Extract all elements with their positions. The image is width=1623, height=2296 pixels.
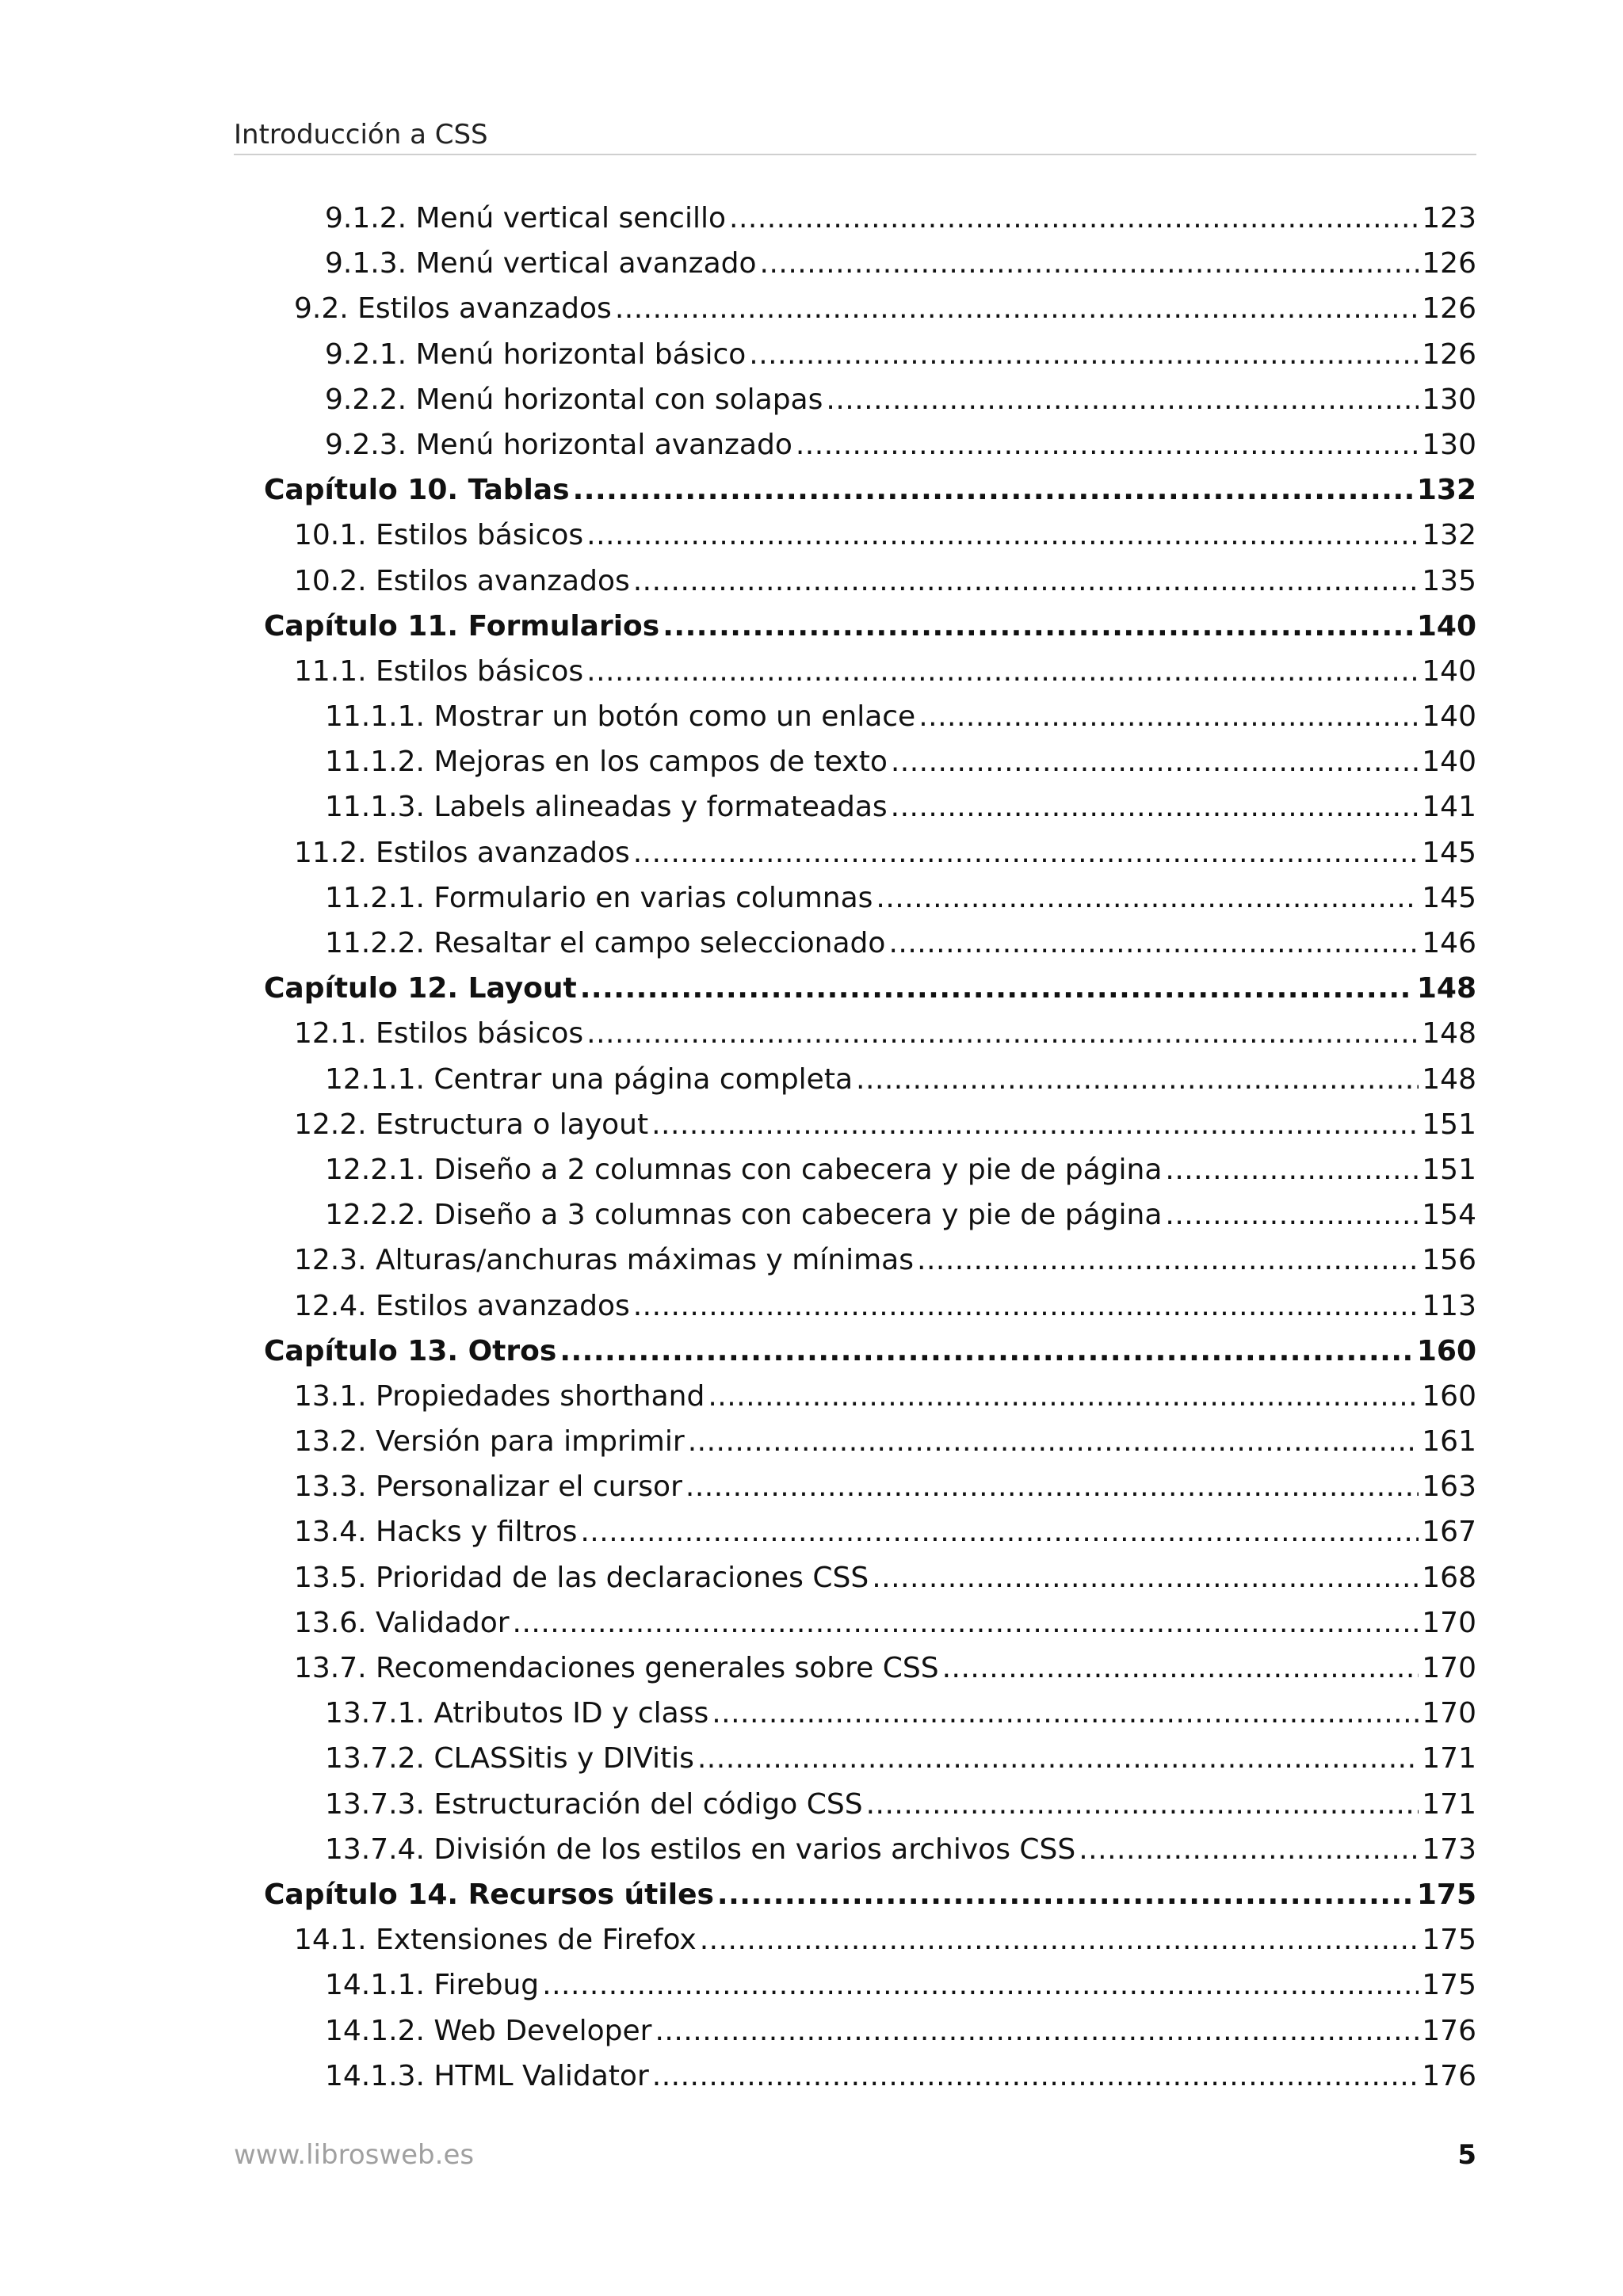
toc-entry-title: 11.1.3. Labels alineadas y formateadas	[325, 791, 888, 824]
toc-section-entry[interactable]	[234, 1555, 1476, 1600]
toc-entry-page: 130	[1422, 428, 1476, 461]
toc-entry-title: 10.2. Estilos avanzados	[294, 564, 630, 597]
toc-entry-title: 9.1.3. Menú vertical avanzado	[325, 247, 757, 280]
toc-dot-leader	[663, 604, 1414, 649]
toc-dot-leader	[891, 784, 1419, 830]
toc-entry-page: 141	[1422, 791, 1476, 824]
toc-entry-page: 156	[1422, 1244, 1476, 1277]
toc-entry-title: 13.4. Hacks y filtros	[294, 1516, 578, 1549]
toc-entry-page: 145	[1422, 836, 1476, 869]
toc-section-entry[interactable]	[234, 241, 1476, 286]
toc-entry-title: 14.1.1. Firebug	[325, 1969, 540, 2002]
toc-entry-title: 12.1. Estilos básicos	[294, 1017, 584, 1051]
toc-entry-page: 168	[1422, 1561, 1476, 1594]
toc-dot-leader	[918, 694, 1419, 739]
toc-entry-page: 148	[1416, 972, 1476, 1005]
toc-entry-page: 176	[1422, 2059, 1476, 2092]
toc-entry-page: 151	[1422, 1153, 1476, 1186]
toc-entry-page: 148	[1422, 1062, 1476, 1096]
table-of-contents	[234, 196, 1476, 2099]
toc-section-entry[interactable]	[234, 739, 1476, 784]
toc-section-entry[interactable]	[234, 1917, 1476, 1962]
toc-dot-leader	[749, 332, 1419, 377]
footer-website-link[interactable]: www.librosweb.es	[234, 2139, 475, 2171]
toc-entry-title: 11.2.2. Resaltar el campo seleccionado	[325, 927, 886, 959]
toc-section-entry[interactable]	[234, 422, 1476, 467]
toc-entry-title: 9.2. Estilos avanzados	[294, 292, 612, 326]
toc-entry-page: 126	[1422, 338, 1476, 371]
toc-entry-page: 126	[1422, 247, 1476, 280]
toc-entry-title: 13.2. Versión para imprimir	[294, 1425, 685, 1459]
toc-entry-title: 12.4. Estilos avanzados	[294, 1289, 630, 1322]
toc-entry-title: Capítulo 12. Layout	[264, 972, 577, 1005]
toc-section-entry[interactable]	[234, 1736, 1476, 1781]
toc-section-entry[interactable]	[234, 377, 1476, 422]
toc-entry-page: 175	[1422, 1969, 1476, 2002]
toc-entry-title: 14.1.2. Web Developer	[325, 2014, 652, 2047]
toc-entry-title: 13.7. Recomendaciones generales sobre CSS	[294, 1652, 939, 1684]
page-header	[234, 116, 1476, 155]
toc-chapter-entry[interactable]	[234, 604, 1476, 649]
toc-dot-leader	[712, 1691, 1419, 1736]
toc-entry-page: 170	[1422, 1652, 1476, 1684]
toc-dot-leader	[580, 1509, 1419, 1554]
toc-section-entry[interactable]	[234, 694, 1476, 739]
toc-dot-leader	[697, 1736, 1419, 1781]
toc-entry-page: 170	[1422, 1606, 1476, 1639]
toc-dot-leader	[633, 559, 1419, 604]
toc-dot-leader	[559, 1329, 1414, 1374]
toc-section-entry[interactable]	[234, 1509, 1476, 1554]
toc-entry-page: 171	[1422, 1787, 1476, 1821]
toc-entry-page: 175	[1422, 1924, 1476, 1957]
toc-entry-page: 161	[1422, 1425, 1476, 1459]
toc-entry-title: Capítulo 13. Otros	[264, 1334, 557, 1367]
toc-section-entry[interactable]	[234, 1464, 1476, 1509]
toc-entry-title: 9.2.1. Menú horizontal básico	[325, 338, 747, 371]
toc-entry-page: 160	[1416, 1334, 1476, 1367]
toc-dot-leader	[586, 649, 1419, 694]
toc-entry-page: 132	[1422, 519, 1476, 552]
toc-section-entry[interactable]	[234, 1147, 1476, 1192]
toc-dot-leader	[688, 1419, 1419, 1464]
toc-dot-leader	[856, 1057, 1419, 1102]
toc-section-entry[interactable]	[234, 784, 1476, 830]
toc-entry-title: Capítulo 11. Formularios	[264, 609, 660, 643]
toc-dot-leader	[633, 830, 1419, 875]
toc-entry-title: 13.7.1. Atributos ID y class	[325, 1697, 709, 1730]
toc-section-entry[interactable]	[234, 513, 1476, 558]
toc-entry-page: 126	[1422, 292, 1476, 326]
toc-dot-leader	[942, 1646, 1419, 1691]
toc-entry-page: 123	[1422, 202, 1476, 235]
toc-entry-page: 154	[1422, 1199, 1476, 1232]
toc-dot-leader	[729, 196, 1419, 241]
toc-section-entry[interactable]	[234, 649, 1476, 694]
book-title: Introducción a CSS	[234, 119, 488, 151]
toc-dot-leader	[717, 1872, 1414, 1917]
toc-entry-title: 11.1. Estilos básicos	[294, 654, 584, 688]
toc-entry-title: 11.1.1. Mostrar un botón como un enlace	[325, 700, 916, 734]
toc-entry-page: 167	[1422, 1516, 1476, 1549]
toc-entry-page: 135	[1422, 564, 1476, 597]
toc-dot-leader	[1165, 1147, 1419, 1192]
toc-entry-title: Capítulo 14. Recursos útiles	[264, 1878, 714, 1911]
toc-entry-page: 171	[1422, 1742, 1476, 1775]
toc-entry-title: 14.1.3. HTML Validator	[325, 2059, 649, 2092]
toc-section-entry[interactable]	[234, 1057, 1476, 1102]
toc-section-entry[interactable]	[234, 830, 1476, 875]
toc-dot-leader	[685, 1464, 1419, 1509]
toc-dot-leader	[1165, 1192, 1419, 1238]
toc-dot-leader	[655, 2008, 1419, 2054]
toc-entry-title: 12.2. Estructura o layout	[294, 1108, 649, 1141]
toc-entry-page: 140	[1422, 654, 1476, 688]
toc-entry-title: 13.1. Propiedades shorthand	[294, 1379, 705, 1413]
toc-dot-leader	[586, 513, 1419, 558]
toc-entry-title: 12.3. Alturas/anchuras máximas y mínimas	[294, 1244, 914, 1277]
toc-entry-title: 13.5. Prioridad de las declaraciones CSS	[294, 1561, 869, 1594]
toc-entry-title: Capítulo 10. Tablas	[264, 474, 570, 507]
toc-entry-page: 132	[1416, 474, 1476, 507]
toc-section-entry[interactable]	[234, 196, 1476, 241]
toc-dot-leader	[513, 1600, 1419, 1646]
toc-entry-title: 12.1.1. Centrar una página completa	[325, 1062, 853, 1096]
toc-entry-page: 145	[1422, 881, 1476, 914]
toc-chapter-entry[interactable]	[234, 467, 1476, 513]
page-number: 5	[1457, 2139, 1476, 2171]
toc-entry-title: 9.2.2. Menú horizontal con solapas	[325, 383, 823, 416]
toc-entry-page: 163	[1422, 1470, 1476, 1504]
toc-chapter-entry[interactable]	[234, 1872, 1476, 1917]
toc-dot-leader	[651, 1102, 1419, 1147]
toc-entry-title: 11.2.1. Formulario en varias columnas	[325, 881, 873, 914]
toc-entry-title: 11.2. Estilos avanzados	[294, 836, 630, 869]
toc-entry-page: 146	[1422, 927, 1476, 959]
toc-section-entry[interactable]	[234, 1102, 1476, 1147]
toc-section-entry[interactable]	[234, 1691, 1476, 1736]
toc-dot-leader	[586, 1011, 1419, 1056]
toc-entry-title: 12.2.1. Diseño a 2 columnas con cabecera y pie de página	[325, 1153, 1163, 1186]
toc-entry-page: 140	[1422, 746, 1476, 779]
toc-section-entry[interactable]	[234, 1283, 1476, 1329]
toc-entry-page: 151	[1422, 1108, 1476, 1141]
toc-section-entry[interactable]	[234, 1374, 1476, 1419]
toc-entry-page: 173	[1422, 1833, 1476, 1866]
toc-section-entry[interactable]	[234, 286, 1476, 331]
toc-entry-title: 9.1.2. Menú vertical sencillo	[325, 202, 726, 235]
toc-dot-leader	[888, 921, 1419, 966]
toc-section-entry[interactable]	[234, 1646, 1476, 1691]
toc-section-entry[interactable]	[234, 1782, 1476, 1827]
toc-dot-leader	[866, 1782, 1419, 1827]
toc-entry-title: 13.3. Personalizar el cursor	[294, 1470, 682, 1504]
toc-entry-title: 13.6. Validador	[294, 1606, 510, 1639]
toc-entry-title: 13.7.3. Estructuración del código CSS	[325, 1787, 863, 1821]
toc-section-entry[interactable]	[234, 1011, 1476, 1056]
toc-section-entry[interactable]	[234, 2054, 1476, 2099]
toc-entry-page: 176	[1422, 2014, 1476, 2047]
toc-entry-page: 140	[1422, 700, 1476, 734]
toc-dot-leader	[760, 241, 1419, 286]
toc-chapter-entry[interactable]	[234, 1329, 1476, 1374]
toc-chapter-entry[interactable]	[234, 966, 1476, 1011]
toc-section-entry[interactable]	[234, 875, 1476, 921]
toc-entry-title: 9.2.3. Menú horizontal avanzado	[325, 428, 792, 461]
toc-dot-leader	[700, 1917, 1419, 1962]
toc-section-entry[interactable]	[234, 332, 1476, 377]
toc-section-entry[interactable]	[234, 2008, 1476, 2054]
toc-dot-leader	[615, 286, 1419, 331]
toc-dot-leader	[573, 467, 1414, 513]
toc-dot-leader	[872, 1555, 1419, 1600]
toc-entry-page: 170	[1422, 1697, 1476, 1730]
toc-entry-title: 12.2.2. Diseño a 3 columnas con cabecera y pie de página	[325, 1199, 1163, 1232]
toc-entry-page: 140	[1416, 609, 1476, 643]
toc-entry-title: 13.7.2. CLASSitis y DIVitis	[325, 1742, 694, 1775]
toc-section-entry[interactable]	[234, 1238, 1476, 1283]
toc-section-entry[interactable]	[234, 559, 1476, 604]
toc-dot-leader	[652, 2054, 1419, 2099]
toc-section-entry[interactable]	[234, 1827, 1476, 1872]
toc-dot-leader	[708, 1374, 1419, 1419]
toc-section-entry[interactable]	[234, 1600, 1476, 1646]
toc-dot-leader	[633, 1283, 1419, 1329]
toc-entry-title: 14.1. Extensiones de Firefox	[294, 1924, 697, 1957]
toc-section-entry[interactable]	[234, 1962, 1476, 2008]
toc-dot-leader	[891, 739, 1419, 784]
toc-entry-page: 175	[1416, 1878, 1476, 1911]
toc-section-entry[interactable]	[234, 921, 1476, 966]
toc-dot-leader	[1079, 1827, 1419, 1872]
toc-dot-leader	[796, 422, 1419, 467]
toc-section-entry[interactable]	[234, 1192, 1476, 1238]
toc-entry-page: 148	[1422, 1017, 1476, 1051]
toc-dot-leader	[876, 875, 1419, 921]
toc-dot-leader	[826, 377, 1419, 422]
toc-entry-title: 13.7.4. División de los estilos en varios archivos CSS	[325, 1833, 1076, 1866]
toc-entry-page: 113	[1422, 1289, 1476, 1322]
toc-entry-page: 130	[1422, 383, 1476, 416]
toc-dot-leader	[542, 1962, 1419, 2008]
toc-dot-leader	[580, 966, 1414, 1011]
toc-section-entry[interactable]	[234, 1419, 1476, 1464]
toc-entry-title: 11.1.2. Mejoras en los campos de texto	[325, 746, 888, 779]
toc-dot-leader	[917, 1238, 1419, 1283]
toc-entry-title: 10.1. Estilos básicos	[294, 519, 584, 552]
toc-entry-page: 160	[1422, 1379, 1476, 1413]
